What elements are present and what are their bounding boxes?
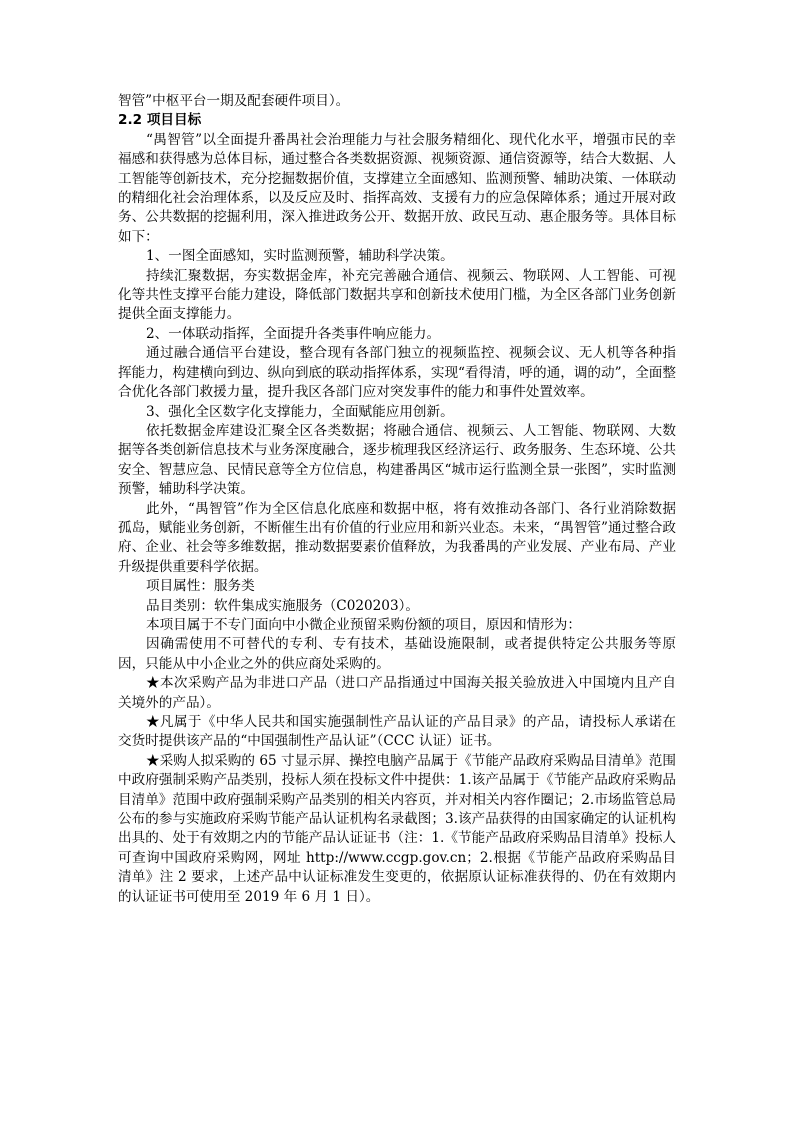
paragraph-goal-1-detail: 持续汇聚数据，夯实数据金库，补充完善融合通信、视频云、物联网、人工智能、可视化等共性支撑平台能力建设，降低部门数据共享和创新技术使用门槛，为全区各部门业务创新提供全面支撑能力。 bbox=[118, 267, 676, 323]
paragraph-additional: 此外，“禺智管”作为全区信息化底座和数据中枢，将有效推动各部门、各行业消除数据孤岛，赋能业务创新，不断催生出有价值的行业应用和新兴业态。未来，“禺智管”通过整合政府、企业、社会等多维数据，推动数据要素价值释放，为我番禺的产业发展、产业布局、产业升级提供重要科学依据。 bbox=[118, 500, 676, 575]
paragraph-sme-statement: 本项目属于不专门面向中小微企业预留采购份额的项目，原因和情形为： bbox=[146, 616, 581, 633]
lead-line: 智管”中枢平台一期及配套硬件项目）。 bbox=[118, 93, 350, 109]
section-heading: 2.2 项目目标 bbox=[118, 112, 202, 129]
paragraph-goal-3-detail: 依托数据金库建设汇聚全区各类数据；将融合通信、视频云、人工智能、物联网、大数据等各类创新信息技术与业务深度融合，逐步梳理我区经济运行、政务服务、生态环境、公共安全、智慧应急、民情民意等全方位信息，构建番禺区“城市运行监测全景一张图”，实时监测预警，辅助科学决策。 bbox=[118, 422, 676, 498]
paragraph-ccc: ★凡属于《中华人民共和国实施强制性产品认证的产品目录》的产品，请投标人承诺在交货时提供该产品的“中国强制性产品认证”（CCC 认证）证书。 bbox=[118, 714, 676, 750]
goal-item-3: 3、强化全区数字化支撑能力，全面赋能应用创新。 bbox=[146, 403, 454, 420]
document-page bbox=[118, 92, 676, 907]
paragraph-energy-saving: ★采购人拟采购的 65 寸显示屏、操控电脑产品属于《节能产品政府采购品目清单》范围中政府强制采购产品类别，投标人须在投标文件中提供：1.该产品属于《节能产品政府采购品目清单》范围中政府强制采购产品类别的相关内容页，并对相关内容作圈记；2.市场监管总局公布的参与实施政府采购节能产品认证机构名录截图；3.该产品获得的由国家确定的认证机构出具的、处于有效期之内的节能产品认证证书（注：1.《节能产品政府采购品目清单》投标人可查询中国政府采购网，网址 http://www.ccgp.gov.cn；2.根据《节能产品政府采购品目清单》注 2 要求，上述产品中认证标准发生变更的，依据原认证标准获得的、仍在有效期内的认证证书可使用至 2019 年 6 月 1 日）。 bbox=[118, 752, 676, 905]
goal-item-2: 2、一体联动指挥，全面提升各类事件响应能力。 bbox=[146, 325, 441, 342]
paragraph-goal-2-detail: 通过融合通信平台建设，整合现有各部门独立的视频监控、视频会议、无人机等各种指挥能力，构建横向到边、纵向到底的联动指挥体系，实现“看得清，呼的通，调的动”，全面整合优化各部门救援力量，提升我区各部门应对突发事件的能力和事件处置效率。 bbox=[118, 345, 676, 401]
goal-item-1: 1、一图全面感知，实时监测预警，辅助科学决策。 bbox=[146, 248, 454, 265]
paragraph-goal-overview: “禺智管”以全面提升番禺社会治理能力与社会服务精细化、现代化水平，增强市民的幸福感和获得感为总体目标，通过整合各类数据资源、视频资源、通信资源等，结合大数据、人工智能等创新技术，充分挖掘数据价值，支撑建立全面感知、监测预警、辅助决策、一体联动的精细化社会治理体系，以及反应及时、指挥高效、支援有力的应急保障体系；通过开展对政务、公共数据的挖掘利用，深入推进政务公开、数据开放、政民互动、惠企服务等。具体目标如下： bbox=[118, 131, 676, 245]
paragraph-sme-reason: 因确需使用不可替代的专利、专有技术，基础设施限制，或者提供特定公共服务等原因，只能从中小企业之外的供应商处采购的。 bbox=[118, 636, 676, 672]
project-attribute: 项目属性：服务类 bbox=[146, 578, 255, 595]
item-category: 品目类别：软件集成实施服务（C020203）。 bbox=[146, 597, 419, 614]
paragraph-non-import: ★本次采购产品为非进口产品（进口产品指通过中国海关报关验放进入中国境内且产自关境外的产品）。 bbox=[118, 675, 676, 711]
